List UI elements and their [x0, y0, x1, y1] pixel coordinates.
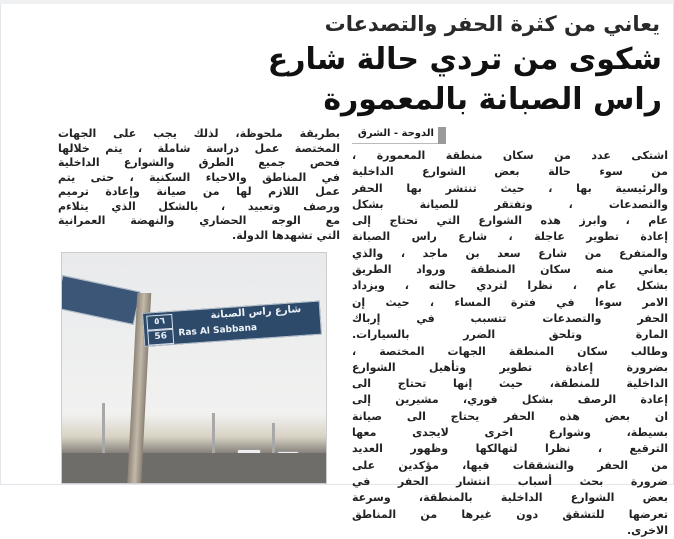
sign-number: 56	[147, 329, 174, 346]
article-text-line: والتصدعات ، وتفتقر للصيانة بشكل	[352, 197, 668, 211]
headline-line-2: راس الصبانة بالمعمورة	[323, 82, 662, 117]
article-text-line: المختصة عمل دراسة شاملة ، يتم خلالها	[58, 141, 340, 155]
headline-line-1: شكوى من تردي حالة شارع	[267, 42, 662, 77]
article-text-line: من سوء حالة بعض الشوارع الداخلية	[352, 165, 668, 179]
article-text-line: عام ، وابرز هذه الشوارع التي تحتاج إلى	[352, 214, 668, 228]
article-text-line: والرئيسية بها ، حيث تنتشر بها الحفر	[352, 181, 668, 195]
street-sign-photo	[61, 252, 327, 484]
article-text-line: بشكل عام ، نظرا لتردي حالته ، ويزداد	[352, 279, 668, 293]
article-text-line: التي تشهدها الدولة.	[232, 228, 340, 242]
sign-english-name: Ras Al Sabbana	[178, 323, 258, 339]
article-text-line: في المناطق والاحياء السكنية ، حتى يتم	[58, 170, 340, 184]
street-sign	[142, 301, 322, 347]
dateline	[352, 127, 446, 144]
article-text-line: ضرورة بحث أسباب انتشار الحفر في	[352, 474, 668, 488]
article-text-line: اشتكى عدد من سكان منطقة المعمورة ،	[352, 149, 668, 162]
article-text-line: ورصف وتعبيد ، بالشكل الذي يتلاءم	[58, 199, 340, 213]
article-text-line: يعاني منه سكان المنطقة ورواد الطريق	[352, 263, 668, 277]
article-text-line: الداخلية للمنطقة، حيث إنها تحتاج الى	[352, 377, 668, 391]
article-text-line: المارة وتلحق الضرر بالسيارات.	[352, 328, 668, 342]
top-border	[0, 0, 674, 4]
article-text-line: الحفر والتصدعات تتسبب في إرباك	[352, 311, 668, 325]
article-kicker: يعاني من كثرة الحفر والتصدعات	[324, 12, 660, 36]
article-text-line: الاخرى.	[627, 523, 668, 537]
article-text-line: فحص جميع الطرق والشوارع الداخلية	[58, 156, 340, 169]
article-text-line: بسيطة، وشوارع اخرى لايجدى معها	[352, 426, 668, 440]
article-text-line: بطريقة ملحوظة، لذلك يجب على الجهات	[58, 127, 340, 140]
article-text-line: الامر سوءا في فترة المساء ، حيث إن	[352, 295, 668, 309]
article-text-line: والمتفرع من شارع سعد بن ماجد ، والذي	[352, 246, 668, 260]
secondary-sign	[61, 275, 141, 325]
article-text-line: تعرضها للتشقق دون غيرها من المناطق	[352, 507, 668, 521]
article-text-line: إعادة تطوير عاجلة ، شارع راس الصبانة	[352, 230, 668, 244]
sign-arabic-name: شارع راس الصبانة	[210, 303, 302, 322]
article-column-left	[58, 127, 340, 243]
article-text-line: عمل اللازم لها من صيانة وإعادة ترميم	[58, 185, 340, 198]
sign-number-arabic: ٥٦	[146, 314, 173, 331]
dateline-bar	[438, 127, 446, 144]
dateline-text: الدوحة - الشرق	[357, 128, 434, 139]
article-text-line: بضرورة إعادة تطوير وتأهيل الشوارع	[352, 360, 668, 374]
article-column-right	[352, 148, 668, 539]
article-text-line: مع الوجه الحضاري والنهضة العمرانية	[58, 214, 340, 227]
article-text-line: الترقيع ، نظرا لتهالكها وظهور العديد	[352, 442, 668, 456]
article-text-line: إعادة الرصف بشكل فوري، مشيرين إلى	[352, 393, 668, 407]
article-text-line: وطالب سكان المنطقة الجهات المختصة ،	[352, 344, 668, 358]
article-text-line: ان بعض هذه الحفر يحتاج الى صيانة	[352, 409, 668, 423]
article-text-line: من الحفر والتشققات فيها، مؤكدين على	[352, 458, 668, 472]
road	[62, 453, 326, 483]
article-text-line: بعض الشوارع الداخلية بالمنطقة، وسرعة	[352, 491, 668, 505]
